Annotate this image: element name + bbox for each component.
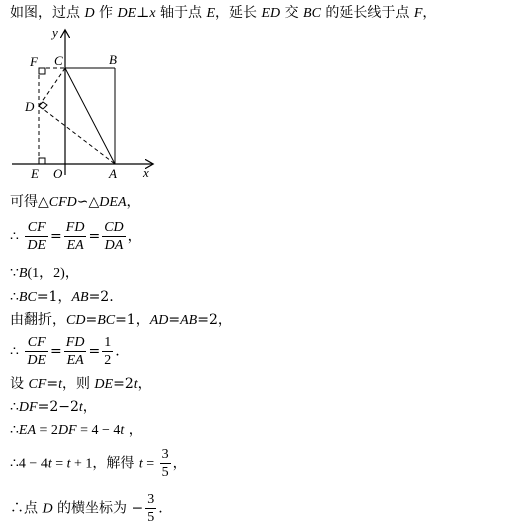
line-let-t: 设 CF=t，则 DE=2t， bbox=[10, 376, 152, 392]
fraction-fd-ea-2: $\frac{FD}{EA}$ bbox=[65, 335, 85, 368]
label-a: A bbox=[109, 166, 117, 181]
point-f: F bbox=[413, 6, 423, 21]
geometry-figure bbox=[10, 25, 170, 185]
perp-symbol: ⊥ bbox=[136, 5, 150, 21]
label-x: x bbox=[143, 165, 149, 180]
right-angle-d bbox=[39, 102, 47, 109]
line-df: ∴DF=2−2t， bbox=[10, 399, 97, 415]
label-d: D bbox=[25, 99, 35, 114]
label-e: E bbox=[31, 166, 39, 181]
line-ratio-1: ∴ $\frac{CF}{DE}$ = $\frac{FD}{EA}$ = $\frac{CD}{DA}$ ， bbox=[10, 220, 142, 253]
line-solve-t: ∴4 − 4t = t + 1，解得 t = $\frac{3}{5}$ ， bbox=[10, 447, 187, 480]
line-point-b: ∵B(1，2)， bbox=[10, 265, 79, 281]
fraction-cf-de: $\frac{CF}{DE}$ bbox=[27, 220, 47, 253]
line-ea: ∴EA = 2DF = 4 − 4t ， bbox=[10, 422, 143, 438]
fraction-one-half: $\frac{1}{2}$ bbox=[104, 335, 112, 368]
segment-de: DE bbox=[117, 6, 137, 21]
line-similarity: 可得△CFD∽△DEA， bbox=[10, 194, 141, 210]
line-ratio-2: ∴ $\frac{CF}{DE}$ = $\frac{FD}{EA}$ = $\frac{1}{2}$ . bbox=[10, 335, 120, 368]
fraction-fd-ea: $\frac{FD}{EA}$ bbox=[65, 220, 85, 253]
line-folding: 由翻折，CD=BC=1，AD=AB=2， bbox=[10, 312, 232, 328]
label-y: y bbox=[52, 25, 58, 40]
right-angle-e bbox=[39, 158, 45, 164]
label-c: C bbox=[54, 53, 63, 68]
segment-ed: ED bbox=[261, 6, 281, 21]
segment-bc: BC bbox=[303, 6, 321, 21]
fraction-answer: $\frac{3}{5}$ bbox=[147, 492, 155, 525]
label-b: B bbox=[109, 52, 117, 67]
point-e: E bbox=[206, 6, 216, 21]
line-answer: ∴点 D 的横坐标为 − $\frac{3}{5}$ . bbox=[10, 492, 163, 525]
axis-x: x bbox=[149, 6, 156, 21]
point-d: D bbox=[84, 6, 95, 21]
fraction-cf-de-2: $\frac{CF}{DE}$ bbox=[27, 335, 47, 368]
fraction-cd-da: $\frac{CD}{DA}$ bbox=[104, 220, 124, 253]
fraction-three-fifths: $\frac{3}{5}$ bbox=[161, 447, 169, 480]
label-o: O bbox=[53, 166, 63, 181]
segment-da-dashed bbox=[39, 106, 115, 164]
intro-line: 如图，过点 D 作 DE⊥x 轴于点 E，延长 ED 交 BC 的延长线于点 F， bbox=[10, 5, 437, 21]
segment-ca bbox=[65, 68, 115, 164]
line-bc-ab: ∴BC=1，AB=2. bbox=[10, 289, 114, 305]
label-f: F bbox=[30, 54, 38, 69]
right-angle-f bbox=[39, 68, 45, 74]
